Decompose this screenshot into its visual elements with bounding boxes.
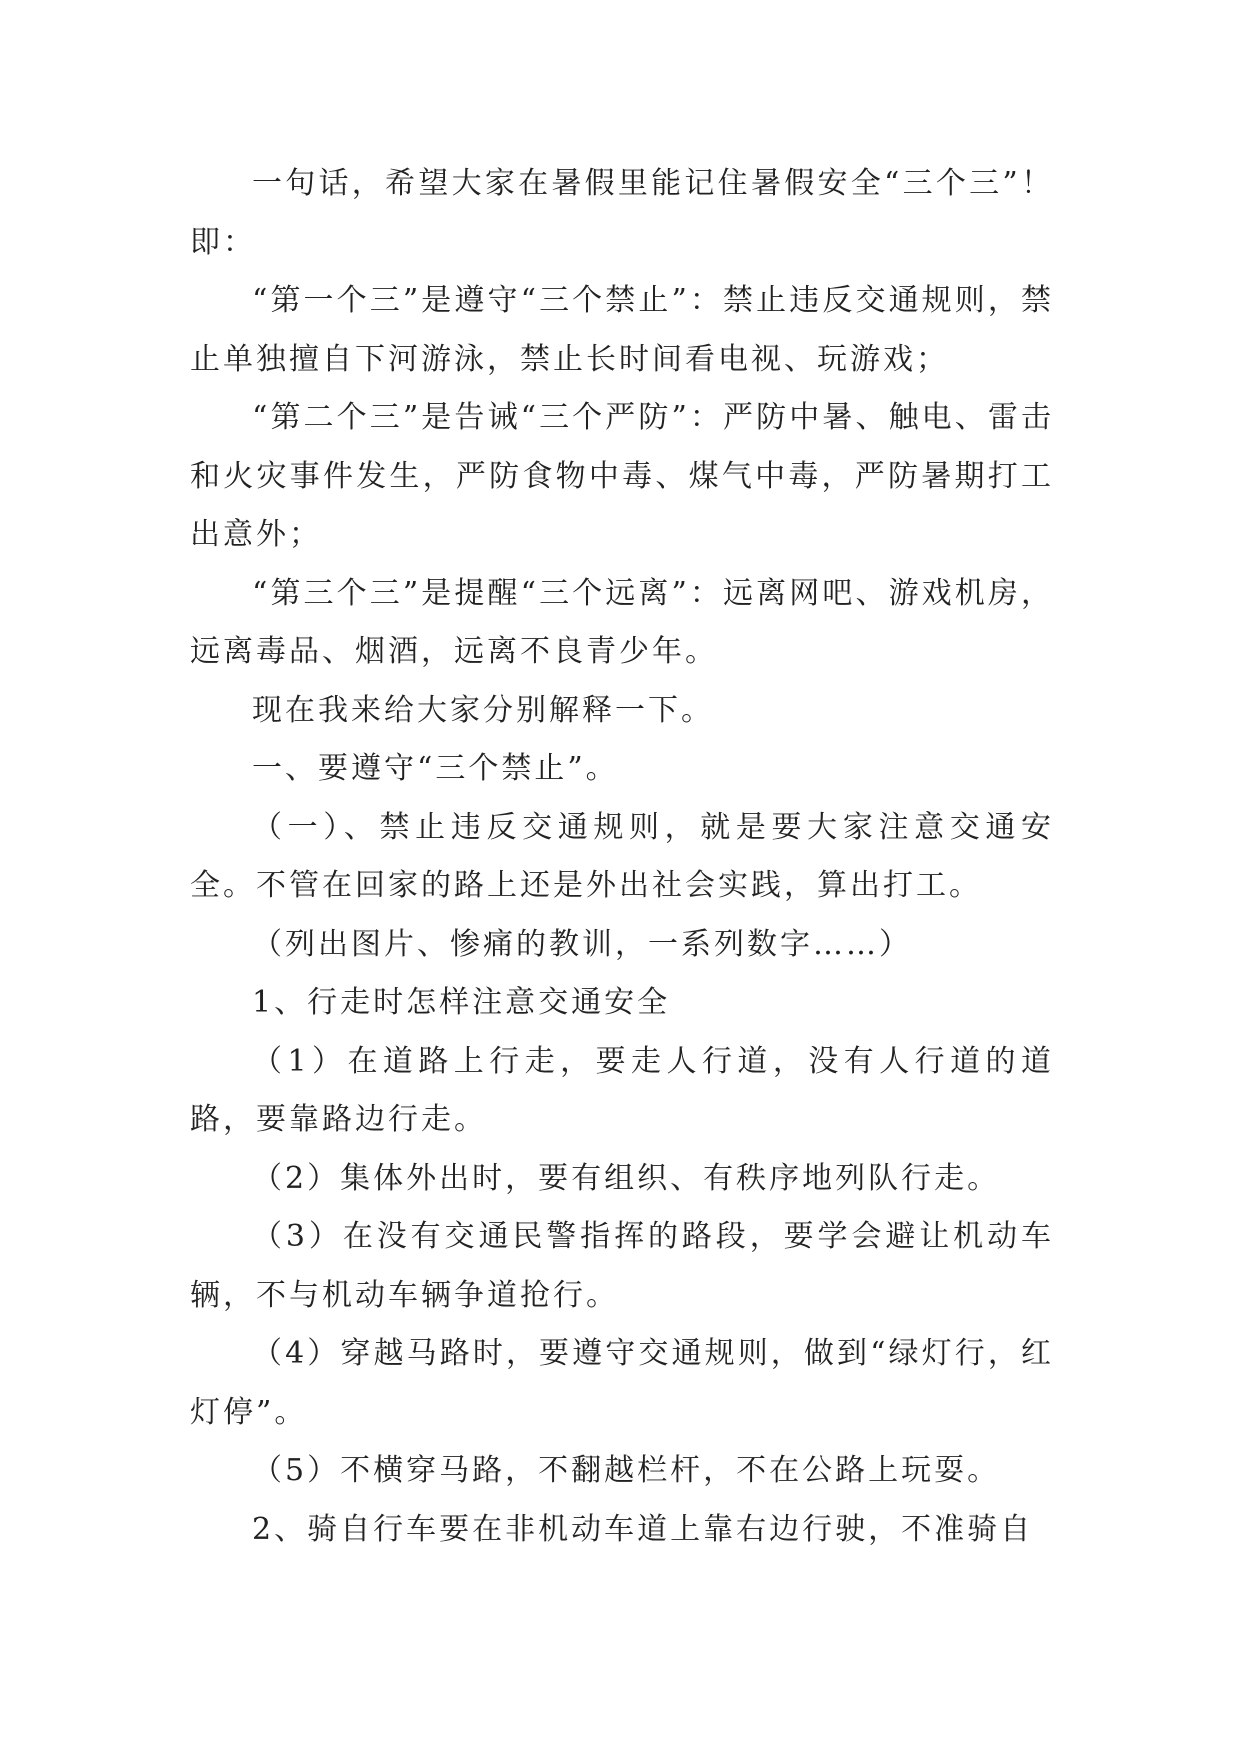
paragraph: （一）、禁止违反交通规则，就是要大家注意交通安全。不管在回家的路上还是外出社会实践，算出打工。 (190, 809, 1054, 903)
subsection-heading: 2、骑自行车要在非机动车道上靠右边行驶，不准骑自 (252, 1511, 1034, 1547)
section-heading: 一、要遵守“三个禁止”。 (252, 751, 619, 786)
list-item: （2）集体外出时，要有组织、有秩序地列队行走。 (252, 1160, 1001, 1196)
document-body (190, 155, 1054, 1559)
paragraph: 一句话，希望大家在暑假里能记住暑假安全“三个三”！即： (190, 166, 1054, 260)
paragraph: “第三个三”是提醒“三个远离”：远离网吧、游戏机房，远离毒品、烟酒，远离不良青少年。 (190, 575, 1054, 669)
subsection-heading: 1、行走时怎样注意交通安全 (252, 985, 671, 1020)
list-item: （4）穿越马路时，要遵守交通规则，做到“绿灯行，红灯停”。 (190, 1336, 1054, 1430)
paragraph: 现在我来给大家分别解释一下。 (252, 692, 714, 728)
list-item: （5）不横穿马路，不翻越栏杆，不在公路上玩耍。 (252, 1453, 1001, 1488)
paragraph: “第二个三”是告诫“三个严防”：严防中暑、触电、雷击和火灾事件发生，严防食物中毒、煤气中毒，严防暑期打工出意外； (190, 400, 1054, 552)
paragraph: （列出图片、惨痛的教训，一系列数字……） (252, 926, 912, 962)
paragraph: “第一个三”是遵守“三个禁止”：禁止违反交通规则，禁止单独擅自下河游泳，禁止长时间看电视、玩游戏； (190, 283, 1054, 377)
list-item: （3）在没有交通民警指挥的路段，要学会避让机动车辆，不与机动车辆争道抢行。 (190, 1219, 1054, 1313)
list-item: （1）在道路上行走，要走人行道，没有人行道的道路，要靠路边行走。 (190, 1043, 1054, 1137)
